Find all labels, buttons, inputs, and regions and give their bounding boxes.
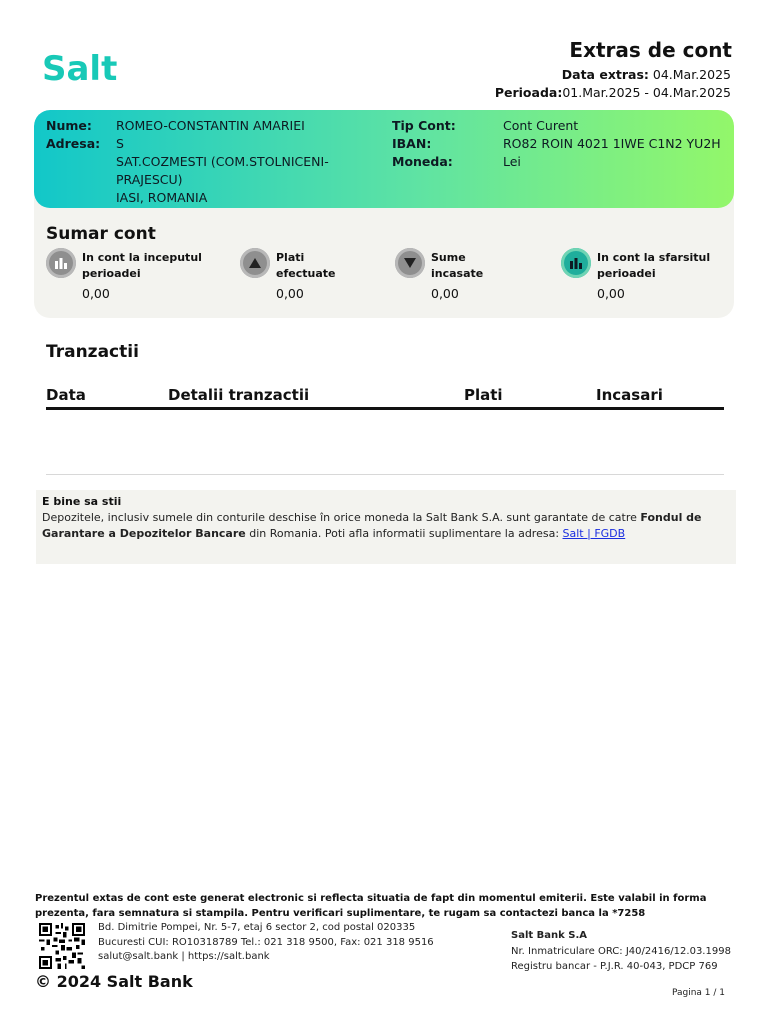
column-date: Data <box>46 386 86 404</box>
address-value: S SAT.COZMESTI (COM.STOLNICENI- PRAJESCU) IASI, ROMANIA <box>116 136 329 205</box>
account-card <box>34 110 734 318</box>
page-number: Pagina 1 / 1 <box>671 988 725 998</box>
account-type-label: Tip Cont: <box>392 118 456 133</box>
contact-links[interactable]: salut@salt.bank | https://salt.bank <box>98 951 270 962</box>
bar-chart-icon <box>561 248 591 278</box>
iban-value: RO82 ROIN 4021 1IWE C1N2 YU2H <box>503 136 721 151</box>
summary-label: Sume incasate <box>431 251 484 280</box>
bank-address: Bd. Dimitrie Pompei, Nr. 5-7, etaj 6 sector 2, cod postal 020335 Bucuresti CUI: RO10318789 Tel.: 021 318 9500, Fax: 021 318 9516 salut@salt.bank | https://salt.bank <box>98 921 434 965</box>
currency-label: Moneda: <box>392 154 453 169</box>
address-label: Adresa: <box>46 136 101 151</box>
bank-registration: Salt Bank S.A Nr. Inmatriculare ORC: J40/2416/12.03.1998 Registru bancar - P.J.R. 40-043, PDCP 769 <box>511 930 731 972</box>
notice-title: E bine sa stii <box>42 495 122 508</box>
deposit-guarantee-notice <box>36 490 736 564</box>
column-payments: Plati <box>464 386 503 404</box>
statement-period: Perioada:01.Mar.2025 - 04.Mar.2025 <box>494 85 731 100</box>
svg-text:Salt: Salt <box>42 49 118 84</box>
summary-label: In cont la inceputul perioadei <box>82 251 202 280</box>
qr-code <box>38 923 86 969</box>
column-receipts: Incasari <box>596 386 663 404</box>
summary-value: 0,00 <box>276 286 304 301</box>
document-title: Extras de cont <box>569 38 732 62</box>
iban-label: IBAN: <box>392 136 432 151</box>
table-divider <box>46 474 724 475</box>
account-type-value: Cont Curent <box>503 118 579 133</box>
summary-value: 0,00 <box>431 286 459 301</box>
transactions-table-header <box>46 386 724 410</box>
statement-date: Data extras: 04.Mar.2025 <box>561 67 731 82</box>
account-details-band <box>34 110 734 208</box>
summary-label: In cont la sfarsitul perioadei <box>597 251 711 280</box>
notice-text: Depozitele, inclusiv sumele din conturile deschise în orice moneda la Salt Bank S.A. sunt garantate de catre Fondul de Garantare a Depozitelor Bancare din Romania. Poti afla informatii suplimentare la adresa: Salt | FGDB <box>42 511 702 540</box>
transactions-title: Tranzactii <box>46 342 139 362</box>
column-details: Detalii tranzactii <box>168 386 310 404</box>
summary-value: 0,00 <box>597 286 625 301</box>
bar-chart-icon <box>46 248 76 278</box>
summary-label: Plati efectuate <box>276 251 336 280</box>
triangle-down-icon <box>395 248 425 278</box>
name-value: ROMEO-CONSTANTIN AMARIEI <box>116 118 305 133</box>
summary-value: 0,00 <box>82 286 110 301</box>
name-label: Nume: <box>46 118 92 133</box>
triangle-up-icon <box>240 248 270 278</box>
copyright: © 2024 Salt Bank <box>35 972 193 991</box>
footer-disclaimer: Prezentul extas de cont este generat electronic si reflecta situatia de fapt din momentul emiterii. Este valabil in forma prezenta, fara semnatura si stampila. Pentru verificari suplimentare, te rugam sa contactezi banca la *7258 <box>35 893 707 919</box>
fgdb-link[interactable]: Salt | FGDB <box>562 527 626 540</box>
salt-logo <box>42 48 122 84</box>
currency-value: Lei <box>503 154 521 169</box>
summary-title: Sumar cont <box>46 224 156 244</box>
